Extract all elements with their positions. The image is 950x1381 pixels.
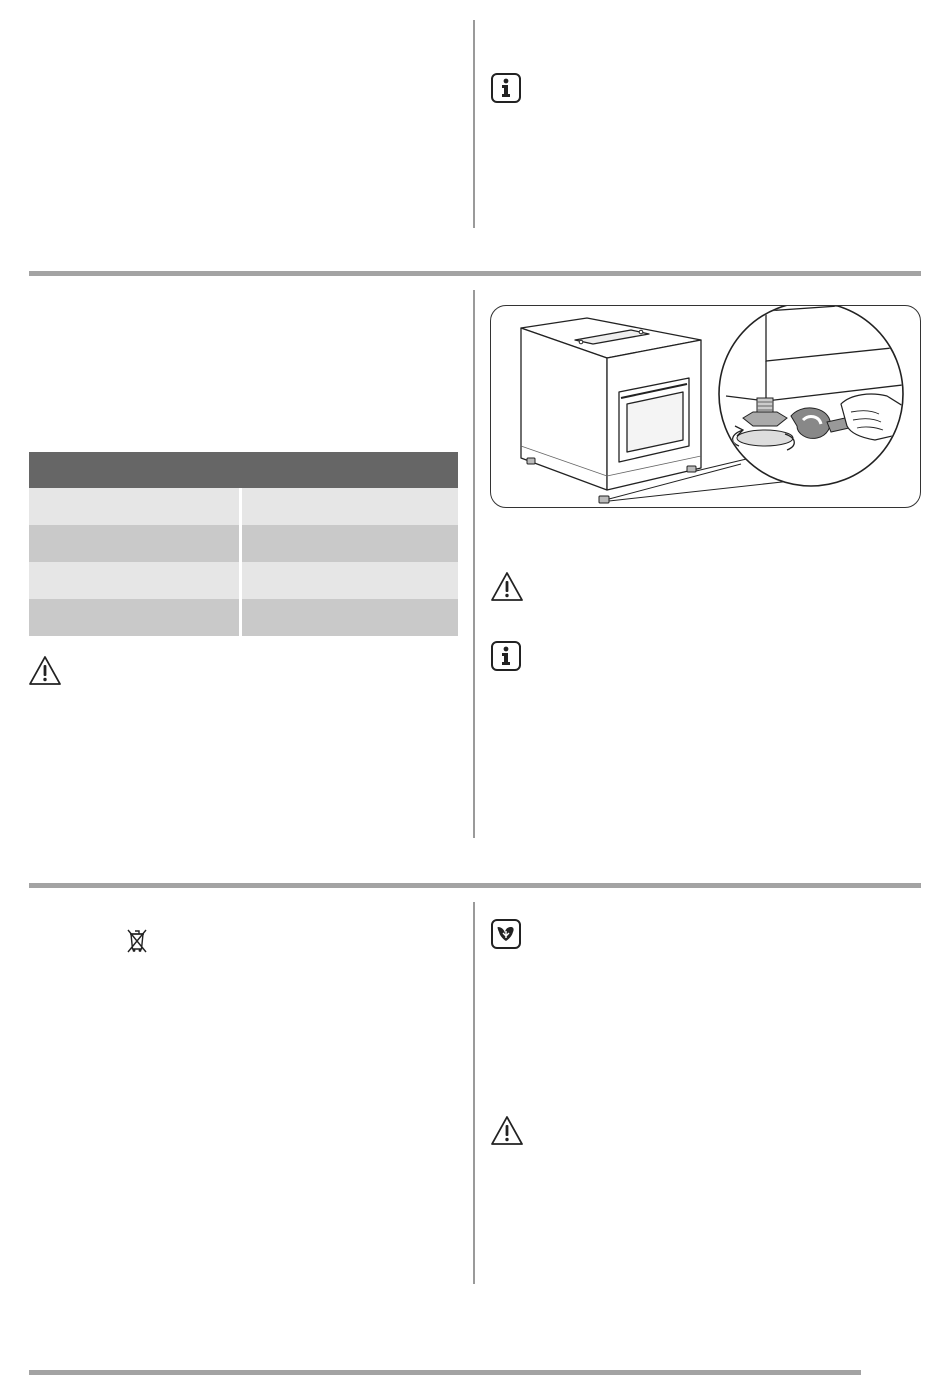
column-divider-section-1	[473, 20, 475, 228]
warning-icon	[490, 1115, 524, 1147]
warning-icon	[490, 571, 524, 603]
table-header-cell	[29, 452, 242, 488]
info-icon	[491, 641, 521, 671]
oven-levelling-illustration	[490, 305, 921, 508]
table-row	[29, 525, 458, 562]
table-cell	[242, 488, 458, 525]
table-cell	[29, 562, 242, 599]
table-cell	[29, 599, 242, 636]
table-cell	[242, 562, 458, 599]
oven-levelling-drawing	[491, 306, 922, 509]
column-divider-section-2	[473, 290, 475, 838]
crossed-out-bin-icon	[126, 928, 148, 954]
section-divider-1	[29, 271, 921, 276]
table-cell	[242, 525, 458, 562]
table-cell	[29, 525, 242, 562]
table-row	[29, 599, 458, 636]
environment-icon	[491, 919, 521, 949]
column-divider-section-3	[473, 902, 475, 1284]
table-header-cell	[242, 452, 458, 488]
table-header-row	[29, 452, 458, 488]
info-icon	[491, 73, 521, 103]
warning-icon	[28, 655, 62, 687]
section-divider-2	[29, 883, 921, 888]
page-footer-rule	[29, 1370, 861, 1375]
table-cell	[29, 488, 242, 525]
table-cell	[242, 599, 458, 636]
table-row	[29, 488, 458, 525]
table-row	[29, 562, 458, 599]
specification-table	[29, 452, 458, 636]
